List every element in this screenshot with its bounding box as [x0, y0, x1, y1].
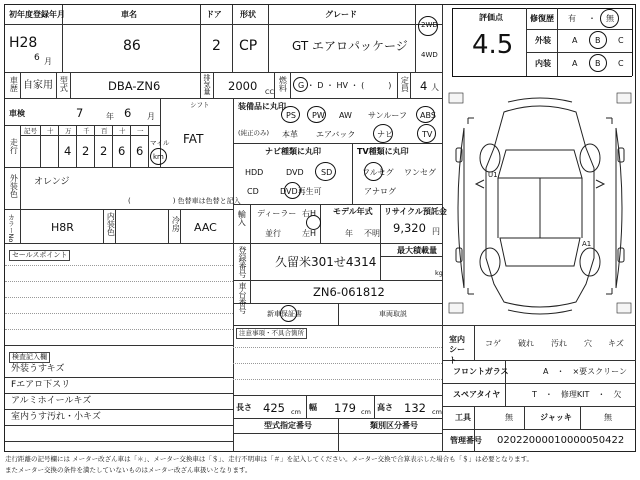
seat-item: 破れ: [518, 339, 534, 348]
model-year-unit: 年: [345, 229, 353, 238]
import-right: 右H: [302, 209, 317, 218]
management-value: 02022000010000050422: [497, 435, 625, 446]
navi-cd: CD: [247, 187, 259, 196]
class-label: 類別区分番号: [370, 421, 418, 430]
rule: [130, 125, 131, 167]
recycle-unit: 円: [432, 227, 440, 236]
rule: [274, 72, 275, 98]
mileage-digit: 4: [64, 144, 72, 158]
rule: [232, 5, 233, 72]
grade-c: C: [618, 36, 624, 45]
rule: [268, 5, 269, 72]
tools-value: 無: [505, 413, 513, 422]
registration-label: 登録番号: [238, 246, 247, 278]
recycle-label: リサイクル預託金: [384, 207, 447, 216]
equip-aw: AW: [339, 111, 352, 120]
grade-a: A: [572, 36, 578, 45]
rule: [20, 72, 21, 98]
rule: [580, 406, 581, 429]
rule: [5, 329, 233, 330]
width-value: 179: [334, 401, 356, 415]
color-no: H8R: [51, 221, 74, 234]
model-label: 型式: [59, 76, 69, 92]
rule: [5, 425, 233, 426]
rule: [233, 379, 442, 380]
cc-unit: CC: [265, 88, 275, 96]
seat-item: コゲ: [485, 339, 501, 348]
car-name: 86: [123, 38, 141, 54]
rule: [410, 72, 411, 98]
length-unit: cm: [291, 408, 301, 416]
windshield-label: フロントガラス: [453, 367, 509, 376]
rule: [5, 313, 233, 314]
rule: [40, 125, 41, 167]
repair-selected-circle: [600, 9, 619, 28]
rule: [250, 243, 251, 303]
navi-selected-circle: [284, 182, 301, 199]
rule: [5, 409, 233, 410]
rule: [442, 360, 636, 361]
rule: [526, 52, 632, 53]
capacity-unit: 人: [431, 83, 439, 92]
inspection-year: 7: [76, 106, 84, 120]
grade-label: グレード: [325, 10, 357, 19]
color-note: ( ) 色替車は色替と記入: [128, 197, 241, 205]
capacity-label: 定員: [400, 76, 410, 92]
equip-selected-circle: [307, 106, 326, 123]
rule: [200, 72, 201, 98]
rule: [233, 98, 234, 452]
rule: [442, 383, 636, 384]
displacement: 2000: [228, 79, 258, 93]
shape-label: 形状: [240, 10, 256, 19]
rule: [5, 243, 233, 244]
warranty: 新車保証書: [267, 310, 302, 318]
score-label: 評価点: [479, 13, 503, 22]
inspector-note: Fエアロ下スリ: [11, 380, 71, 390]
inspection-label: 車検: [9, 109, 25, 118]
capacity: 4: [420, 79, 428, 93]
rule: [5, 265, 233, 266]
equip-leather: 本革: [282, 130, 298, 139]
model: DBA-ZN6: [108, 79, 161, 93]
recycle-value: 9,320: [393, 221, 426, 235]
km-selected-circle: [150, 148, 167, 165]
exterior-grade-label: 外装: [535, 36, 551, 45]
place-label: 万: [65, 127, 72, 135]
equip-ps: PS: [286, 111, 296, 120]
tv-selected-circle: [364, 162, 383, 181]
width-label: 幅: [309, 403, 317, 412]
spare-label: スペアタイヤ: [453, 390, 501, 399]
interior-grade-label: 内装: [535, 59, 551, 68]
rule: [524, 406, 525, 429]
rule: [5, 281, 233, 282]
color-no-label: カラーNo.: [6, 214, 15, 245]
rule: [5, 24, 442, 25]
inspector-note: 外装うすキズ: [11, 364, 65, 374]
equip-navi: ナビ: [377, 130, 393, 139]
rule: [352, 143, 353, 204]
manual: 車両取説: [379, 310, 407, 318]
inspection-month-unit: 月: [147, 112, 155, 121]
rule: [20, 125, 21, 167]
interior-seat-label: 室内シート: [449, 335, 465, 365]
tools-label: 工具: [455, 413, 471, 422]
height-label: 高さ: [377, 403, 393, 412]
rule: [380, 256, 442, 257]
rule: [56, 72, 57, 98]
place-label: 十: [119, 127, 126, 135]
inspection-year-unit: 年: [106, 112, 114, 121]
rule: [115, 209, 116, 243]
rule: [290, 72, 291, 98]
navi-sd: SD: [321, 168, 333, 177]
rule: [233, 143, 442, 144]
mileage-digit: 6: [118, 144, 126, 158]
jack-value: 無: [604, 413, 612, 422]
type-designation-label: 型式指定番号: [264, 421, 312, 430]
mileage-label: 走行: [9, 138, 19, 154]
reg-era: H28: [9, 35, 38, 51]
damage-mark-a1: A1: [582, 240, 592, 248]
rule: [380, 243, 381, 280]
windshield-value: A ・ ×要スクリーン: [543, 367, 628, 376]
rule: [557, 8, 558, 76]
max-load-label: 最大積載量: [397, 246, 437, 255]
rule: [233, 204, 442, 205]
rule: [58, 125, 59, 167]
management-label: 管理番号: [450, 436, 482, 445]
rule: [474, 406, 475, 452]
fuel-selected-circle: [293, 77, 308, 92]
rule: [250, 204, 251, 243]
tv-analog: アナログ: [364, 187, 396, 196]
equip-airbag: エアバック: [316, 130, 356, 139]
ac: AAC: [194, 221, 217, 234]
rule: [233, 347, 442, 348]
usage: 自家用: [23, 80, 53, 91]
rule: [474, 325, 475, 360]
rule: [180, 209, 181, 243]
rule: [306, 395, 307, 418]
grade-b: B: [595, 59, 601, 68]
doors: 2: [212, 38, 221, 54]
rule: [233, 243, 442, 244]
rule: [20, 209, 21, 243]
equip-selected-circle: [373, 124, 393, 143]
repair-option-yes: 有: [568, 14, 576, 23]
rule: [374, 395, 375, 418]
drive-2wd: 2WD: [421, 21, 438, 29]
place-label: 百: [101, 127, 108, 135]
rule: [338, 418, 339, 452]
rule: [632, 8, 633, 76]
length-label: 長さ: [236, 403, 252, 412]
grade-b: B: [595, 36, 601, 45]
rule: [397, 72, 398, 98]
equipment-title-sub: (純正のみ): [238, 129, 270, 137]
navi-selected-circle: [315, 162, 336, 181]
interior-color-label: 内装色: [106, 212, 116, 236]
rule: [200, 5, 201, 72]
displacement-label: 排気量: [203, 74, 211, 95]
import-parallel: 並行: [265, 229, 281, 238]
rule: [442, 325, 636, 326]
shift-label: シフト: [190, 101, 210, 109]
reg-month-unit: 月: [44, 57, 52, 66]
grade: GT エアロパッケージ: [292, 39, 408, 53]
rule: [103, 209, 104, 243]
import-left: 左H: [302, 229, 317, 238]
inspector-note: 室内うす汚れ・小キズ: [11, 412, 101, 422]
import-selected-circle: [306, 215, 321, 230]
equip-sunroof: サンルーフ: [368, 111, 407, 120]
rule: [168, 209, 169, 243]
rule: [5, 441, 233, 442]
equip-selected-circle: [417, 124, 436, 143]
exterior-color: オレンジ: [34, 177, 70, 187]
spare-value: T ・ 修理KIT ・ 欠: [532, 390, 622, 399]
rule: [5, 377, 233, 378]
damage-mark-u1: U1: [488, 171, 498, 179]
equip-abs: ABS: [420, 111, 436, 120]
grade-a: A: [572, 59, 578, 68]
rule: [70, 72, 71, 98]
rule: [233, 325, 442, 326]
rule: [526, 8, 527, 76]
warranty-selected-circle: [280, 305, 297, 322]
score: 4.5: [472, 30, 514, 60]
footer-line-1: 走行距離の記号欄には メーター改ざん車は「＊」、メーター交換車は「＄」、走行不明車は「＃」を記入してください。メーター交換で合算表示した場合も「＄」は必要となります。: [5, 455, 534, 463]
tv-title: TV種類に丸印: [357, 147, 409, 156]
unit-km: km: [153, 153, 164, 161]
seat-item: キズ: [608, 339, 624, 348]
equip-pw: PW: [312, 111, 325, 120]
rule: [5, 167, 233, 168]
rule: [5, 98, 442, 99]
rule: [5, 345, 233, 346]
interior-selected-circle: [589, 54, 607, 72]
equip-selected-circle: [281, 106, 300, 123]
equipment-title: 装備品に丸印: [238, 102, 286, 111]
tv-oneseg: ワンセグ: [404, 168, 436, 177]
rule: [452, 8, 453, 76]
rule: [20, 167, 21, 209]
ac-label: 冷房: [171, 216, 181, 232]
usage-label: 車歴: [9, 76, 19, 92]
rule: [233, 280, 442, 281]
jack-label: ジャッキ: [540, 413, 572, 422]
navi-title: ナビ種類に丸印: [265, 147, 321, 156]
rule: [338, 303, 339, 325]
rule: [213, 72, 214, 98]
unit-mile: マイル: [150, 139, 170, 147]
inspection-month: 6: [124, 106, 132, 120]
fuel-options: G ・ D ・ HV ・ ( ): [298, 81, 392, 90]
kg-unit: kg: [435, 269, 443, 277]
rule: [94, 125, 95, 167]
car-name-label: 車名: [121, 10, 137, 19]
model-year-unknown: 不明: [364, 229, 380, 238]
inspector-label: 検査記入欄: [9, 352, 50, 363]
rule: [5, 209, 233, 210]
car-body-diagram: [444, 88, 636, 320]
repair-option-no: 無: [606, 14, 614, 23]
exterior-selected-circle: [589, 31, 607, 49]
first-reg-label: 初年度登録年月: [9, 10, 65, 19]
rule: [5, 393, 233, 394]
place-label: 記号: [24, 127, 37, 135]
grade-c: C: [618, 59, 624, 68]
equip-tv: TV: [422, 130, 433, 139]
width-unit: cm: [361, 408, 371, 416]
fuel-label: 燃料: [278, 76, 288, 92]
tv-fullseg: フルセグ: [362, 168, 394, 177]
rule: [442, 429, 636, 430]
drive-4wd: 4WD: [421, 51, 438, 59]
repair-sep: ・: [588, 14, 596, 23]
repair-label: 修復歴: [530, 14, 554, 23]
registration-value: 久留米301せ4314: [275, 255, 377, 269]
place-label: 一: [137, 127, 144, 135]
note-label: 注意事項・不具合箇所: [236, 328, 307, 339]
rule: [233, 363, 442, 364]
chassis-value: ZN6-061812: [313, 285, 385, 299]
import-label: 輸入: [237, 210, 247, 226]
equip-selected-circle: [416, 106, 435, 123]
mileage-digit: 2: [100, 144, 108, 158]
seat-item: 汚れ: [551, 339, 567, 348]
rule: [112, 125, 113, 167]
rule: [452, 76, 632, 77]
height-value: 132: [404, 401, 426, 415]
import-dealer: ディーラー: [257, 209, 297, 218]
rule: [415, 5, 416, 72]
mileage-digit: 2: [82, 144, 90, 158]
navi-hdd: HDD: [245, 168, 264, 177]
rule: [233, 395, 442, 396]
seat-item: 穴: [584, 339, 592, 348]
rule: [442, 406, 636, 407]
rule: [442, 5, 443, 452]
inspector-note: アルミホイールキズ: [11, 396, 92, 406]
sales-point-label: セールスポイント: [9, 250, 70, 261]
place-label: 千: [83, 127, 90, 135]
navi-dvd-play: DVD再生可: [280, 187, 322, 196]
rule: [5, 297, 233, 298]
footer-line-2: またメーター交換の条件を満たしていないものはメーター改ざん車扱いとなります。: [5, 466, 252, 474]
rule: [526, 29, 632, 30]
place-label: 十: [47, 127, 54, 135]
navi-dvd: DVD: [286, 168, 304, 177]
model-year-label: モデル年式: [333, 207, 373, 216]
door-label: ドア: [206, 10, 222, 19]
height-unit: cm: [432, 408, 442, 416]
rule: [5, 125, 160, 126]
rule: [76, 125, 77, 167]
length-value: 425: [263, 401, 285, 415]
shape: CP: [239, 38, 258, 54]
exterior-color-label: 外装色: [9, 174, 19, 198]
rule: [380, 204, 381, 243]
rule: [148, 125, 149, 167]
mileage-digit: 6: [136, 144, 144, 158]
shift: FAT: [183, 132, 204, 146]
chassis-label: 車台番号: [238, 282, 247, 314]
reg-month: 6: [34, 53, 40, 63]
